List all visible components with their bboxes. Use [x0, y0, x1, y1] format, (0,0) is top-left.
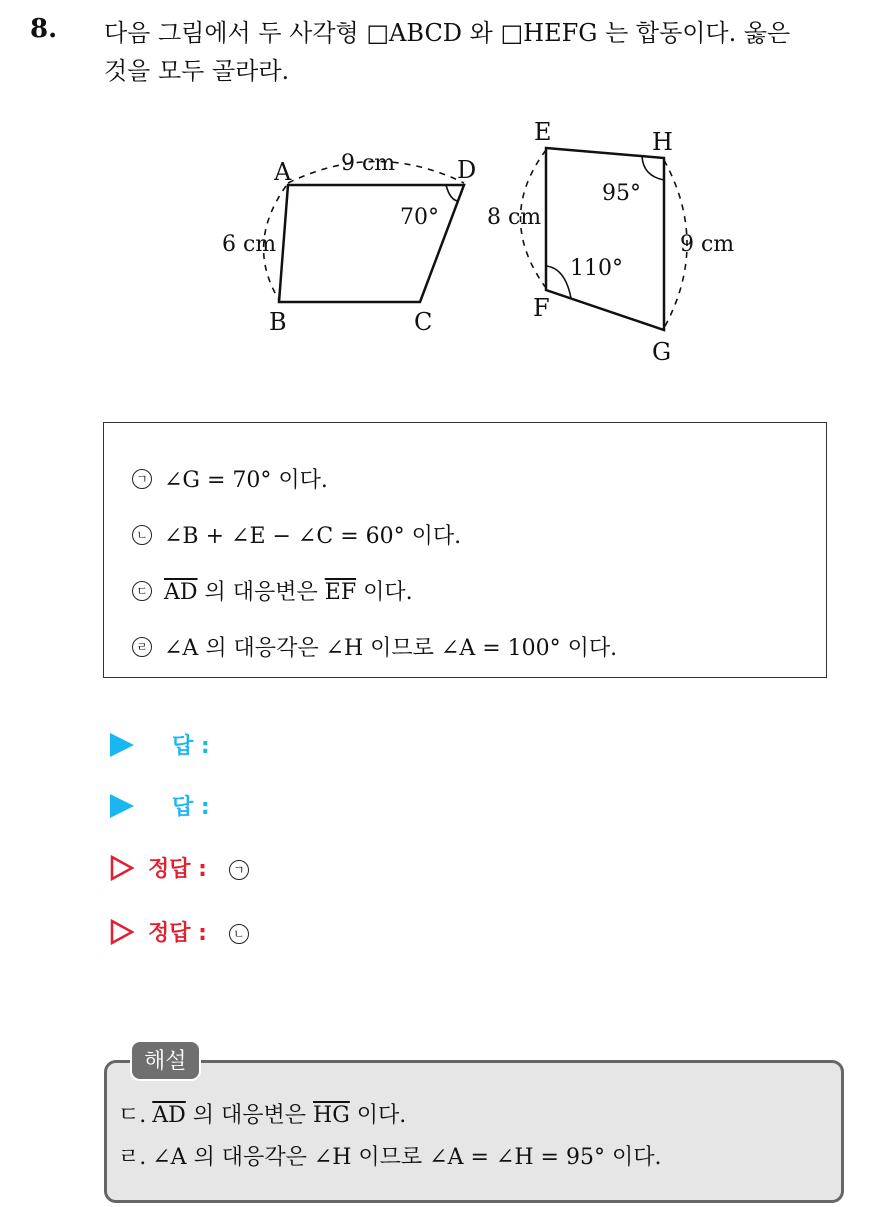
- explanation-box: [104, 1060, 844, 1203]
- play-arrow-icon: [110, 733, 134, 757]
- congruent-quadrilaterals-figure: [0, 0, 884, 400]
- explanation-text: ∠A 의 대응각은 ∠H 이므로 ∠A = ∠H = 95° 이다.: [152, 1145, 662, 1170]
- answer-row-1[interactable]: [110, 729, 210, 760]
- choice-marker: ㄴ: [132, 525, 152, 545]
- label-a: A: [274, 158, 292, 186]
- label-d: D: [457, 156, 477, 184]
- answer-row-2[interactable]: [110, 790, 210, 821]
- outline-arrow-icon: [110, 855, 134, 881]
- label-angle-h: 95°: [602, 181, 641, 206]
- quad-hefg: [546, 148, 664, 330]
- explanation-line-2: [118, 1140, 661, 1171]
- label-angle-f: 110°: [570, 256, 623, 281]
- correct-answer-value: ㄱ: [229, 860, 249, 880]
- segment-hg: $\overline{HG}$: [313, 1103, 350, 1128]
- explanation-line-1: [118, 1098, 406, 1129]
- outline-arrow-icon: [110, 919, 134, 945]
- choice-text: ∠B + ∠E − ∠C = 60° 이다.: [164, 524, 462, 549]
- choice-marker: ㄷ: [132, 581, 152, 601]
- label-c: C: [414, 308, 433, 336]
- explanation-tag: 해설: [130, 1040, 201, 1081]
- choice-text: [164, 575, 413, 606]
- choices-box: [103, 422, 827, 678]
- question-line-2: 것을 모두 골라라.: [104, 57, 290, 85]
- correct-answer-row-1: [110, 852, 249, 883]
- choice-4[interactable]: [132, 631, 617, 662]
- segment-ad: $\overline{AD}$: [152, 1103, 186, 1128]
- correct-answer-label: 정답 :: [148, 921, 207, 946]
- choice-marker: ㄱ: [132, 469, 152, 489]
- question-line-1: 다음 그림에서 두 사각형 □ABCD 와 □HEFG 는 합동이다. 옳은: [104, 19, 791, 47]
- quad-abcd: [279, 185, 464, 302]
- choice-2[interactable]: [132, 519, 461, 550]
- choice-text: ∠A 의 대응각은 ∠H 이므로 ∠A = 100° 이다.: [164, 636, 618, 661]
- label-g: G: [652, 338, 672, 366]
- label-len-ab: 6 cm: [222, 232, 277, 257]
- explanation-marker: ㄹ.: [118, 1145, 147, 1170]
- label-f: F: [533, 294, 550, 322]
- choice-marker: ㄹ: [132, 637, 152, 657]
- choice-3[interactable]: [132, 575, 413, 606]
- correct-answer-value: ㄴ: [229, 924, 249, 944]
- explanation-marker: ㄷ.: [118, 1103, 147, 1128]
- choice-mid: 의 대응변은: [197, 580, 325, 605]
- choice-text: ∠G = 70° 이다.: [164, 468, 328, 493]
- choice-1[interactable]: [132, 463, 328, 494]
- label-len-ef: 8 cm: [487, 205, 542, 230]
- choice-post: 이다.: [356, 580, 413, 605]
- play-arrow-icon: [110, 794, 134, 818]
- explanation-post: 이다.: [349, 1103, 407, 1128]
- answer-label: 답 :: [172, 734, 210, 759]
- label-e: E: [534, 118, 552, 146]
- label-len-ad: 9 cm: [341, 151, 396, 176]
- explanation-text: [152, 1098, 406, 1129]
- explanation-mid: 의 대응변은: [185, 1103, 314, 1128]
- answer-label: 답 :: [172, 795, 210, 820]
- segment-ef: $\overline{EF}$: [324, 580, 357, 605]
- question-number: 8.: [30, 14, 58, 44]
- correct-answer-row-2: [110, 916, 249, 947]
- correct-answer-label: 정답 :: [148, 857, 207, 882]
- label-b: B: [269, 308, 287, 336]
- label-h: H: [652, 128, 673, 156]
- angle-arc-h: [642, 156, 664, 180]
- label-angle-d: 70°: [400, 205, 439, 230]
- angle-arc-d: [446, 185, 458, 201]
- label-len-hg: 9 cm: [680, 232, 735, 257]
- segment-ad: $\overline{AD}$: [164, 580, 198, 605]
